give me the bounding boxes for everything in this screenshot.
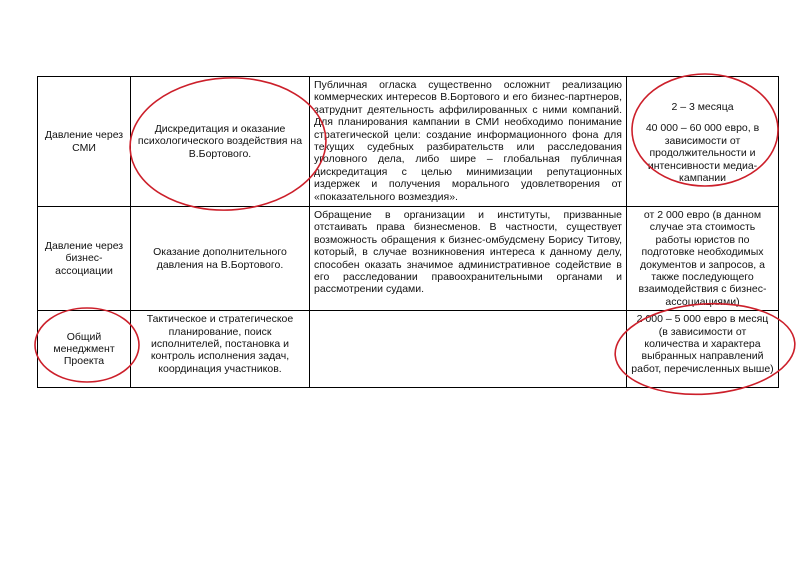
cost-text: 40 000 – 60 000 евро, в зависимости от продолжительности и интенсивности медиа-кампании (645, 122, 760, 185)
description-text: Публичная огласка существенно осложнит реализацию коммерческих интересов В.Бортового и его бизнес-партнеров, затруднит деятельность аффилированных с ними компаний. Для планирования кампании в СМИ необходимо понимание стратегической цели: создание информационного фона для текущих судебных разбирательств или расследования уголовного дела, либо шире – глобальная публичная дискредитация с целью минимизации репутационных издержек и получения морального удовлетворения от «показательного возмездия». (314, 79, 622, 203)
services-table (37, 76, 779, 388)
table-row (38, 311, 779, 388)
cost-cell (627, 77, 779, 207)
method-text: Давление через бизнес-ассоциации (44, 240, 124, 277)
description-cell (310, 311, 627, 388)
action-text: Дискредитация и оказание психологического воздействия на В.Бортового. (137, 122, 303, 160)
cost-text: 2 000 – 5 000 евро в месяц (в зависимости от количества и характера выбранных направлений работ, перечисленных выше) (631, 313, 774, 375)
method-cell (38, 77, 131, 207)
description-cell (310, 77, 627, 207)
description-cell (310, 207, 627, 311)
method-cell (38, 311, 131, 388)
table-row (38, 77, 779, 207)
method-text: Общий менеджмент Проекта (53, 330, 115, 368)
action-cell (131, 311, 310, 388)
action-text: Оказание дополнительного давления на В.Бортового. (153, 246, 287, 271)
action-cell (131, 207, 310, 311)
action-cell (131, 77, 310, 207)
table-row (38, 207, 779, 311)
period-text: 2 – 3 месяца (671, 101, 734, 113)
cost-text: от 2 000 евро (в данном случае эта стоимость работы юристов по подготовке необходимых документов и запросов, а также последующего взаимодействия с бизнес-ассоциациями) (638, 209, 767, 308)
method-text: Давление через СМИ (44, 129, 124, 154)
cost-cell (627, 207, 779, 311)
method-cell (38, 207, 131, 311)
description-text: Обращение в организации и институты, призванные отстаивать права бизнесменов. В частности, существует возможность обращения к бизнес-омбудсмену Борису Титову, который, в случае возникновения интереса к данному делу, способен оказать значимое административное содействие в его расследовании правоохранительными органами и рассмотрении судами. (314, 209, 622, 296)
cost-cell (627, 311, 779, 388)
action-text: Тактическое и стратегическое планирование, поиск исполнителей, постановка и контроль исполнения задач, координация участников. (146, 313, 294, 375)
